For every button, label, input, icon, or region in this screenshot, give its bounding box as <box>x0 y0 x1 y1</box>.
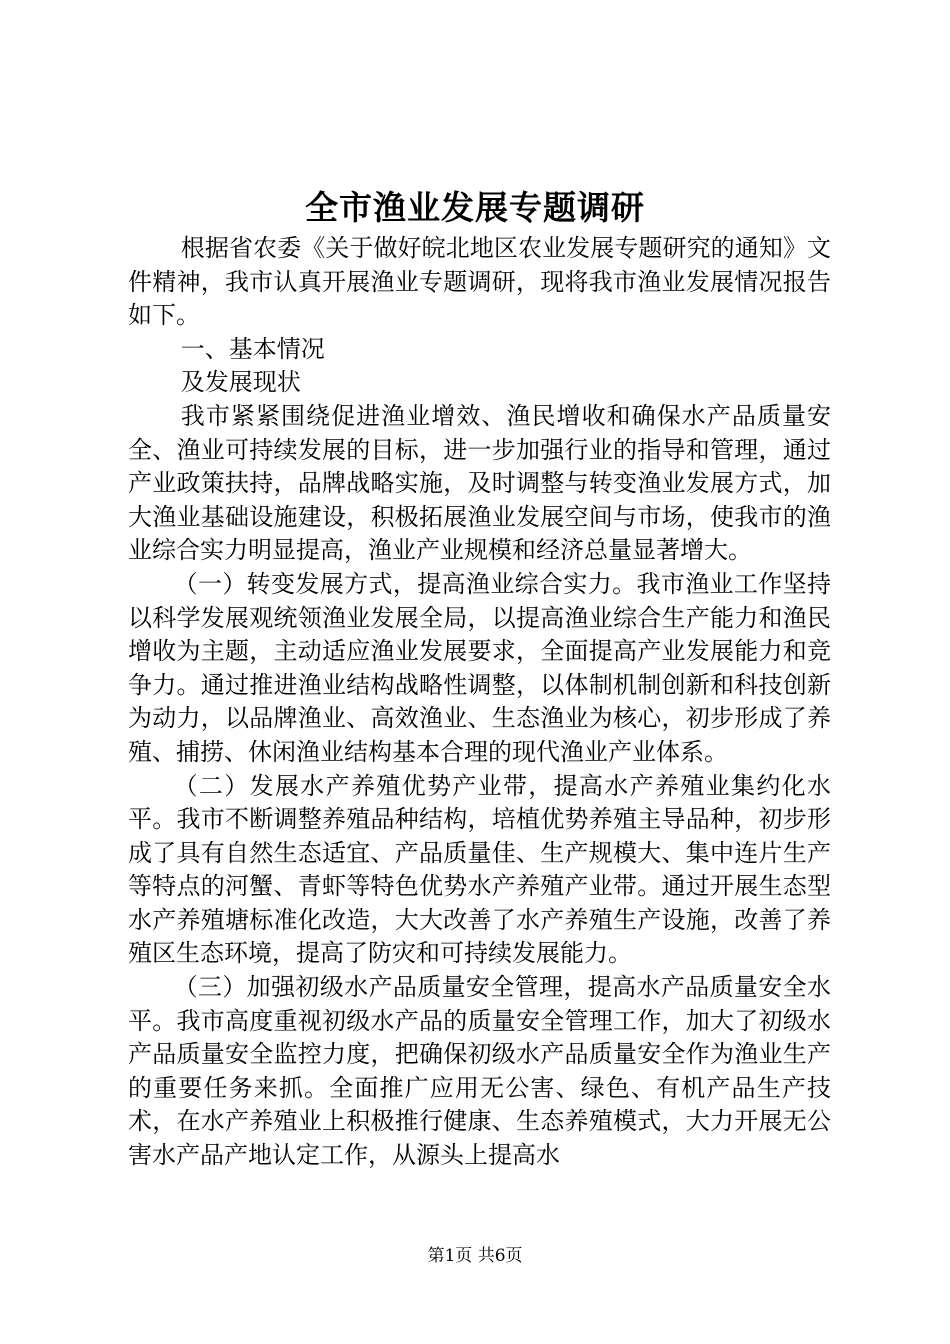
document-title: 全市渔业发展专题调研 <box>305 188 645 227</box>
paragraph-overview: 我市紧紧围绕促进渔业增效、渔民增收和确保水产品质量安全、渔业可持续发展的目标，进一步加强行业的指导和管理，通过产业政策扶持，品牌战略实施，及时调整与转变渔业发展方式，加大渔业基础设施建设，积极拓展渔业发展空间与市场，使我市的渔业综合实力明显提高，渔业产业规模和经济总量显著增大。 <box>128 401 831 565</box>
paragraph-intro: 根据省农委《关于做好皖北地区农业发展专题研究的通知》文件精神，我市认真开展渔业专题调研，现将我市渔业发展情况报告如下。 <box>128 234 831 330</box>
section-heading: 一、基本情况 <box>180 334 325 363</box>
document-body <box>128 232 831 1173</box>
subsection-heading: 及发展现状 <box>180 368 301 397</box>
paragraph-point-2: （二）发展水产养殖优势产业带，提高水产养殖业集约化水平。我市不断调整养殖品种结构，培植优势养殖主导品种，初步形成了具有自然生态适宜、产品质量佳、生产规模大、集中连片生产等特点的河蟹、青虾等特色优势水产养殖产业带。通过开展生态型水产养殖塘标准化改造，大大改善了水产养殖生产设施，改善了养殖区生态环境，提高了防灾和可持续发展能力。 <box>128 771 831 968</box>
paragraph-point-3: （三）加强初级水产品质量安全管理，提高水产品质量安全水平。我市高度重视初级水产品的质量安全管理工作，加大了初级水产品质量安全监控力度，把确保初级水产品质量安全作为渔业生产的重要任务来抓。全面推广应用无公害、绿色、有机产品生产技术，在水产养殖业上积极推行健康、生态养殖模式，大力开展无公害水产品产地认定工作，从源头上提高水 <box>128 973 831 1170</box>
paragraph-point-1: （一）转变发展方式，提高渔业综合实力。我市渔业工作坚持以科学发展观统领渔业发展全局，以提高渔业综合生产能力和渔民增收为主题，主动适应渔业发展要求，全面提高产业发展能力和竞争力。通过推进渔业结构战略性调整，以体制机制创新和科技创新为动力，以品牌渔业、高效渔业、生态渔业为核心，初步形成了养殖、捕捞、休闲渔业结构基本合理的现代渔业产业体系。 <box>128 569 831 766</box>
page-footer: 第1页 共6页 <box>427 1246 523 1266</box>
